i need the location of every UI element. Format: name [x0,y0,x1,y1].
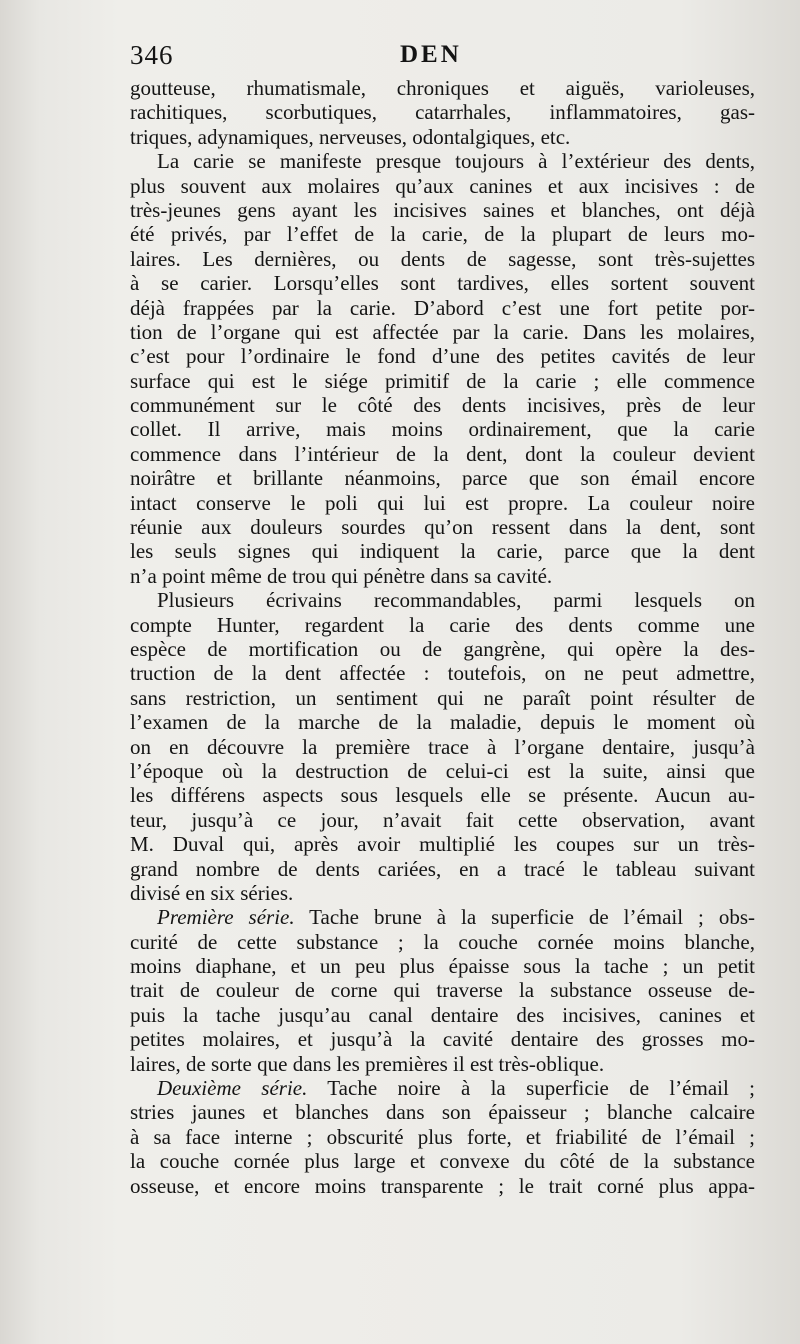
text-line: surface qui est le siége primitif de la carie ; elle commence [130,368,755,393]
text-line: les différens aspects sous lesquels elle se présente. Aucun au- [130,783,755,808]
text-run: Tache brune à la superficie de l’émail ; obs- [294,905,755,930]
text-line: les seuls signes qui indiquent la carie, parce que la dent [130,539,755,564]
series-heading: Deuxième série. [157,1076,308,1101]
text-line: l’examen de la marche de la maladie, depuis le moment où [130,710,755,735]
text-line: communément sur le côté des dents incisives, près de leur [130,393,755,418]
text-line: espèce de mortification ou de gangrène, qui opère la des- [130,636,755,661]
text-line: grand nombre de dents cariées, en a tracé le tableau suivant [130,856,755,881]
text-line: déjà frappées par la carie. D’abord c’est une fort petite por- [130,295,755,320]
text-line: compte Hunter, regardent la carie des dents comme une [130,612,755,637]
text-line: triques, adynamiques, nerveuses, odontalgiques, etc. [130,124,571,149]
text-line: laires, de sorte que dans les premières il est très-oblique. [130,1051,605,1076]
text-line: La carie se manifeste presque toujours à l’extérieur des dents, [157,149,755,174]
text-line: trait de couleur de corne qui traverse la substance osseuse de- [130,978,755,1003]
text-line: curité de cette substance ; la couche cornée moins blanche, [130,929,755,954]
text-line [130,1076,755,1100]
text-line: tion de l’organe qui est affectée par la carie. Dans les molaires, [130,319,755,344]
text-line: truction de la dent affectée : toutefois, on ne peut admettre, [130,661,755,686]
text-line: goutteuse, rhumatismale, chroniques et aiguës, varioleuses, [130,76,755,100]
text-line [130,905,755,929]
text-line: été privés, par l’effet de la carie, de la plupart de leurs mo- [130,222,755,247]
page-header [130,40,755,76]
text-line: teur, jusqu’à ce jour, n’avait fait cette observation, avant [130,807,755,832]
text-line: collet. Il arrive, mais moins ordinairement, que la carie [130,417,755,442]
text-line: à se carier. Lorsqu’elles sont tardives, elles sortent souvent [130,271,755,296]
text-line: osseuse, et encore moins transparente ; le trait corné plus appa- [130,1173,755,1198]
text-line: M. Duval qui, après avoir multiplié les coupes sur un très- [130,832,755,857]
running-head: DEN [400,41,462,68]
text-line: sans restriction, un sentiment qui ne paraît point résulter de [130,685,755,710]
text-line: rachitiques, scorbutiques, catarrhales, inflammatoires, gas- [130,100,755,125]
text-line: la couche cornée plus large et convexe du côté de la substance [130,1149,755,1174]
text-run: Tache noire à la superficie de l’émail ; [307,1076,755,1101]
text-line: l’époque où la destruction de celui-ci est la suite, ainsi que [130,758,755,783]
page-number: 346 [130,40,174,70]
text-line: on en découvre la première trace à l’organe dentaire, jusqu’à [130,734,755,759]
text-line: plus souvent aux molaires qu’aux canines et aux incisives : de [130,173,755,198]
text-line: puis la tache jusqu’au canal dentaire des incisives, canines et [130,1002,755,1027]
text-line: c’est pour l’ordinaire le fond d’une des petites cavités de leur [130,344,755,369]
text-line: noirâtre et brillante néanmoins, parce que son émail encore [130,466,755,491]
text-line: Plusieurs écrivains recommandables, parmi lesquels on [157,588,755,613]
text-line: stries jaunes et blanches dans son épaisseur ; blanche calcaire [130,1100,755,1125]
body-text [130,76,755,1198]
series-heading: Première série. [157,905,295,930]
text-line: intact conserve le poli qui lui est propre. La couleur noire [130,490,755,515]
text-line: laires. Les dernières, ou dents de sagesse, sont très-sujettes [130,246,755,271]
text-line: petites molaires, et jusqu’à la cavité dentaire des grosses mo- [130,1027,755,1052]
text-line: moins diaphane, et un peu plus épaisse sous la tache ; un petit [130,954,755,979]
text-line: réunie aux douleurs sourdes qu’on ressent dans la dent, sont [130,515,755,540]
text-line: divisé en six séries. [130,880,294,905]
text-line: commence dans l’intérieur de la dent, dont la couleur devient [130,441,755,466]
text-line: à sa face interne ; obscurité plus forte, et friabilité de l’émail ; [130,1124,755,1149]
text-line: n’a point même de trou qui pénètre dans sa cavité. [130,563,553,588]
text-line: très-jeunes gens ayant les incisives saines et blanches, ont déjà [130,197,755,222]
